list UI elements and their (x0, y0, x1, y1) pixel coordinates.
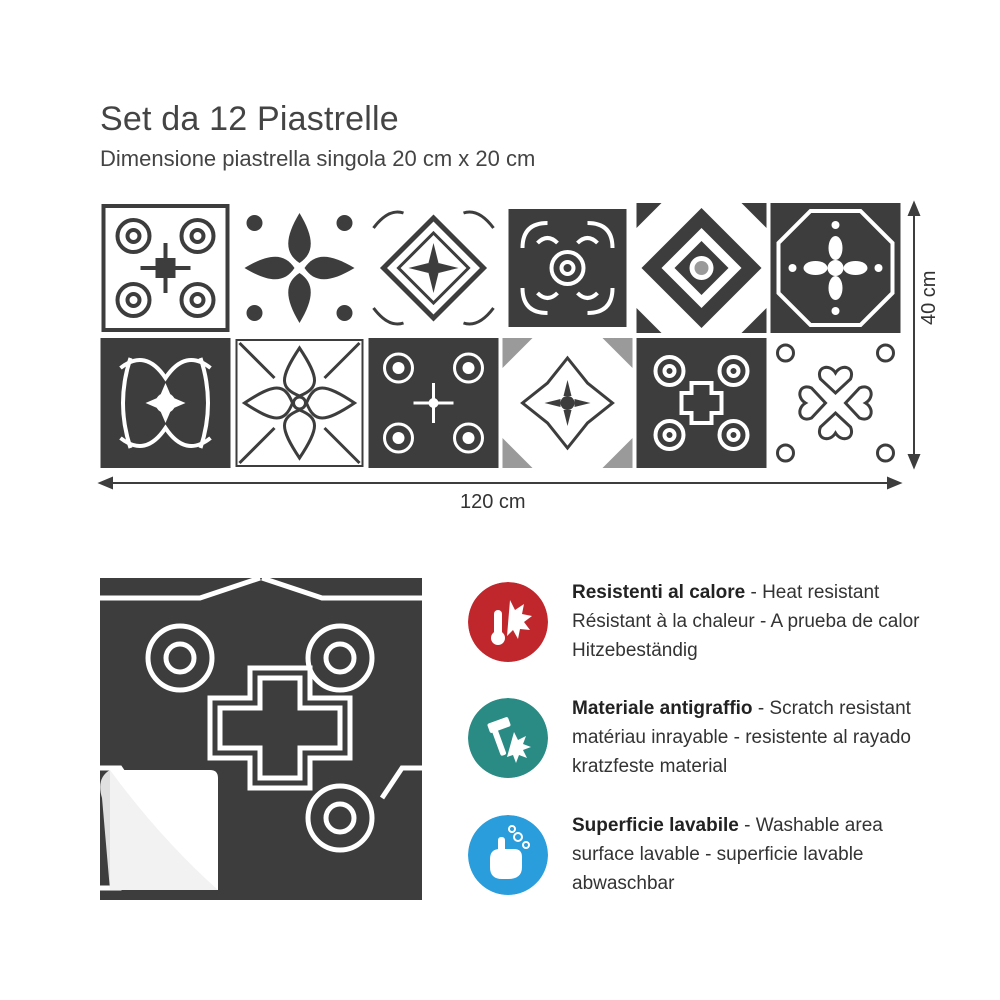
page-subtitle: Dimensione piastrella singola 20 cm x 20 cm (100, 146, 536, 171)
tile-set-grid (100, 203, 900, 468)
feature-line3: kratzfeste material (572, 756, 728, 777)
width-arrow-left-head (100, 478, 112, 488)
tile-8 (234, 338, 365, 468)
feature-line1: - Scratch resistant (752, 698, 911, 719)
tile-1 (100, 203, 231, 333)
tile-11 (636, 338, 767, 468)
feature-title: Materiale antigraffio (572, 698, 753, 719)
width-label: 120 cm (460, 491, 526, 513)
page-title: Set da 12 Piastrelle (100, 100, 399, 138)
tile-6 (770, 203, 901, 333)
tile-2 (234, 203, 365, 333)
tile-10 (502, 338, 633, 468)
height-arrow-top-head (909, 203, 919, 215)
feature-line1: - Heat resistant (745, 582, 880, 603)
tile-9 (368, 338, 499, 468)
tile-4 (502, 203, 633, 333)
feature-line3: abwaschbar (572, 873, 675, 894)
height-arrow-bottom-head (909, 455, 919, 467)
scratch-resistant-icon (468, 698, 548, 778)
width-arrow-right-head (888, 478, 900, 488)
feature-title: Resistenti al calore (572, 582, 746, 603)
feature-line1: - Washable area (738, 815, 883, 836)
feature-line3: Hitzebeständig (572, 640, 698, 661)
feature-line2: matériau inrayable - resistente al rayado (572, 727, 912, 748)
feature-line2: surface lavable - superficie lavable (572, 844, 864, 865)
tile-5 (636, 203, 767, 333)
tile-7 (100, 338, 231, 468)
tile-3 (368, 203, 499, 333)
tile-12 (770, 338, 901, 468)
feature-title: Superficie lavabile (572, 815, 739, 836)
heat-resistant-icon (468, 582, 548, 662)
feature-line2: Résistant à la chaleur - A prueba de calor (572, 611, 920, 632)
height-label: 40 cm (918, 270, 940, 325)
sample-tile-peel (100, 578, 422, 900)
washable-icon (468, 815, 548, 895)
